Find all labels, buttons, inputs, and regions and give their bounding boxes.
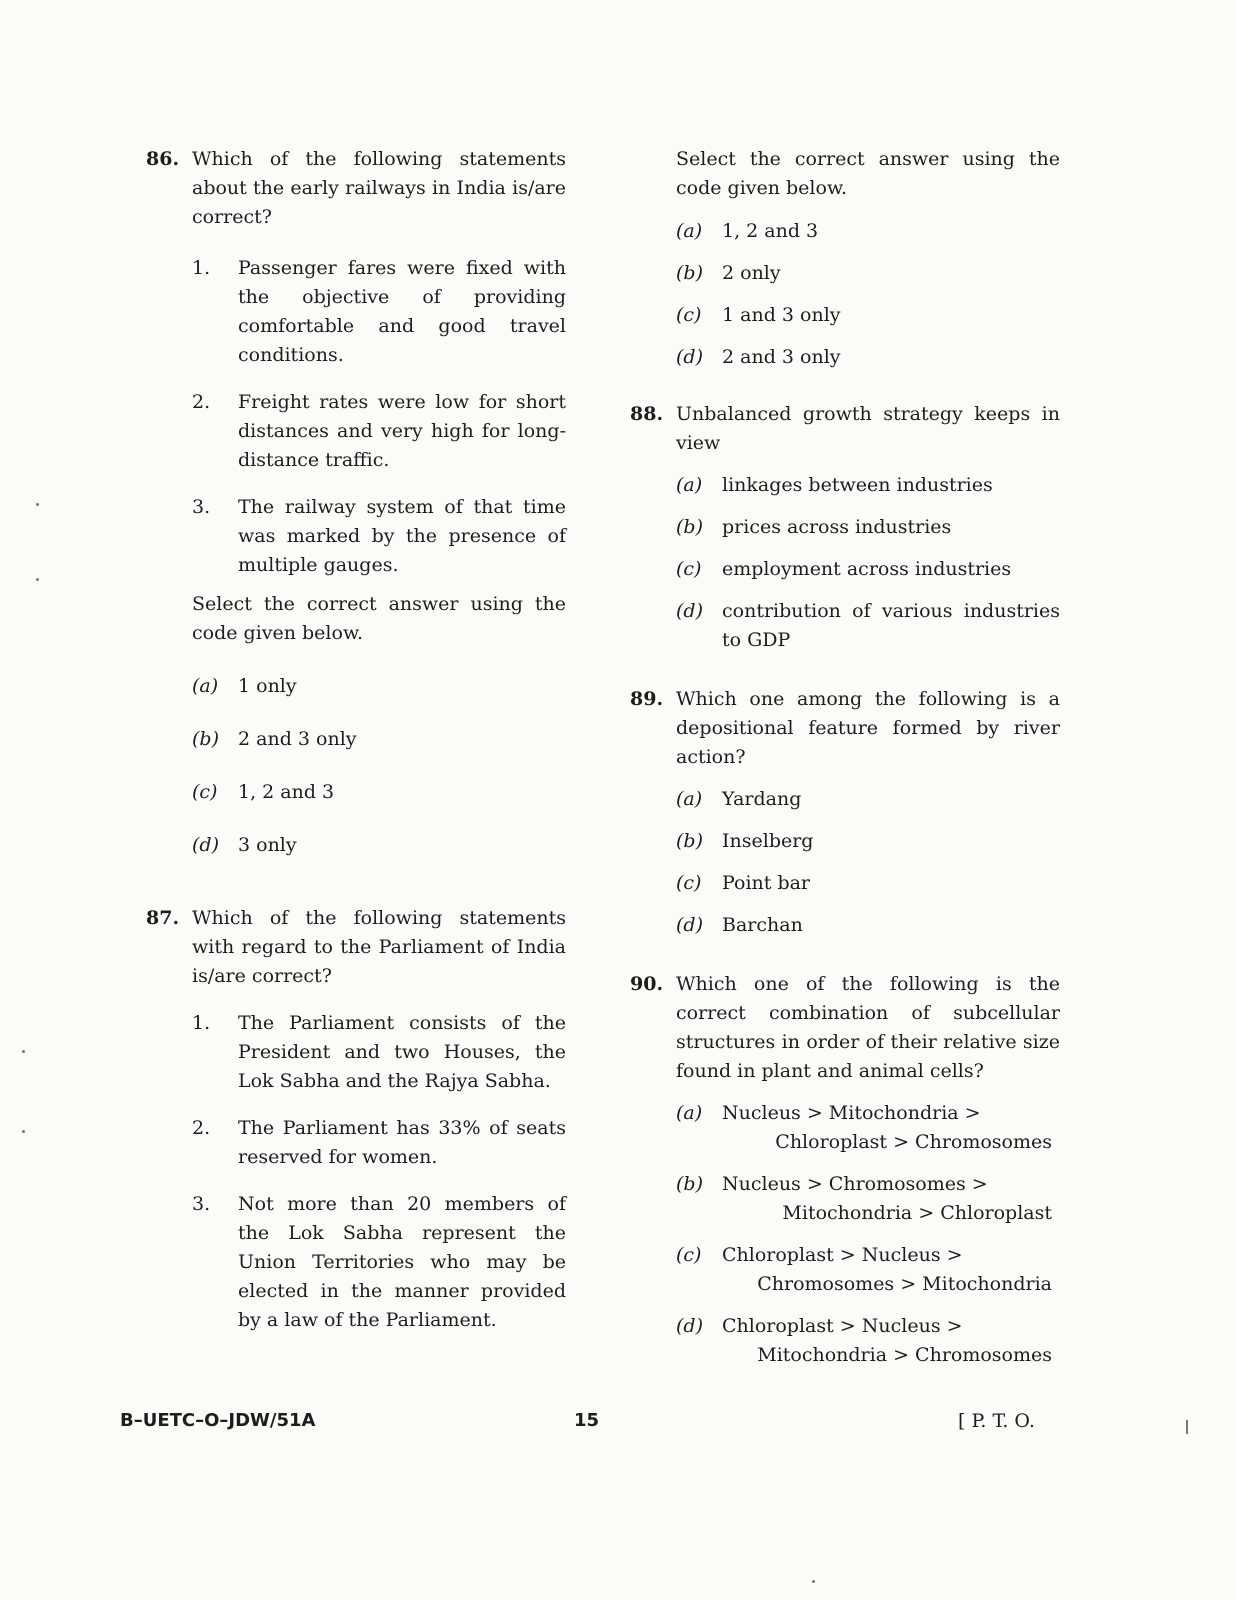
statement xyxy=(192,493,566,580)
option-a[interactable] xyxy=(676,217,1060,246)
question-87 xyxy=(146,904,566,1335)
statement xyxy=(192,1190,566,1335)
option-a[interactable] xyxy=(676,471,1060,500)
option-c[interactable] xyxy=(676,1241,1060,1299)
option-label: (d) xyxy=(676,914,703,936)
option-label: (a) xyxy=(676,474,703,496)
question-88 xyxy=(630,400,1060,655)
option-text-line2: Mitochondria > Chromosomes xyxy=(757,1344,1052,1366)
statement-number: 3. xyxy=(192,1193,211,1215)
option-text: linkages between industries xyxy=(722,474,993,496)
question-text: Which of the following statements about the early railways in India is/are correct? xyxy=(192,148,566,228)
option-text-line2: Chloroplast > Chromosomes xyxy=(775,1131,1052,1153)
question-number: 90. xyxy=(630,973,664,995)
instruction-text: Select the correct answer using the code given below. xyxy=(192,593,566,644)
option-text-line2: Mitochondria > Chloroplast xyxy=(782,1202,1052,1224)
statement-text: The Parliament consists of the President and two Houses, the Lok Sabha and the Rajya Sabha. xyxy=(238,1012,566,1092)
option-c[interactable] xyxy=(676,869,1060,898)
option-label: (b) xyxy=(192,728,219,750)
option-d[interactable] xyxy=(192,831,566,860)
scan-speck xyxy=(22,1050,25,1053)
option-text: Barchan xyxy=(722,914,803,936)
statement-number: 3. xyxy=(192,496,211,518)
option-text: Inselberg xyxy=(722,830,814,852)
scan-speck xyxy=(812,1580,815,1583)
left-column xyxy=(146,145,566,1361)
question-text: Unbalanced growth strategy keeps in view xyxy=(676,403,1060,454)
option-c[interactable] xyxy=(676,555,1060,584)
option-label: (d) xyxy=(676,346,703,368)
statement-number: 2. xyxy=(192,391,211,413)
option-text: employment across industries xyxy=(722,558,1012,580)
option-label: (b) xyxy=(676,1173,703,1195)
option-a[interactable] xyxy=(676,785,1060,814)
option-label: (b) xyxy=(676,830,703,852)
statement xyxy=(192,1114,566,1172)
option-text: contribution of various industries to GDP xyxy=(722,600,1060,651)
option-label: (c) xyxy=(676,1244,702,1266)
question-87-continued xyxy=(630,145,1060,372)
option-d[interactable] xyxy=(676,597,1060,655)
option-label: (c) xyxy=(676,304,702,326)
option-label: (d) xyxy=(676,1315,703,1337)
scan-speck xyxy=(1186,1420,1188,1434)
option-a[interactable] xyxy=(676,1099,1060,1157)
option-label: (a) xyxy=(676,220,703,242)
option-text: 1, 2 and 3 xyxy=(238,781,335,803)
option-d[interactable] xyxy=(676,911,1060,940)
statement-number: 1. xyxy=(192,1012,211,1034)
question-89 xyxy=(630,685,1060,940)
option-b[interactable] xyxy=(676,1170,1060,1228)
scan-speck xyxy=(22,1130,25,1133)
statement-text: Freight rates were low for short distances and very high for long-distance traffic. xyxy=(238,391,566,471)
option-text: 1 only xyxy=(238,675,297,697)
question-90 xyxy=(630,970,1060,1370)
statement-text: The Parliament has 33% of seats reserved for women. xyxy=(238,1117,566,1168)
option-label: (c) xyxy=(676,872,702,894)
option-label: (b) xyxy=(676,516,703,538)
option-b[interactable] xyxy=(676,827,1060,856)
option-b[interactable] xyxy=(192,725,566,754)
option-text-line1: Chloroplast > Nucleus > xyxy=(722,1315,963,1337)
option-label: (c) xyxy=(676,558,702,580)
booklet-code: B–UETC–O–JDW/51A xyxy=(120,1410,316,1431)
right-column xyxy=(630,145,1060,1396)
option-d[interactable] xyxy=(676,343,1060,372)
statement-text: Passenger fares were fixed with the objective of providing comfortable and good travel conditions. xyxy=(238,257,566,366)
statement xyxy=(192,254,566,370)
question-86 xyxy=(146,145,566,860)
option-label: (a) xyxy=(676,1102,703,1124)
question-number: 86. xyxy=(146,148,180,170)
option-c[interactable] xyxy=(192,778,566,807)
question-number: 89. xyxy=(630,688,664,710)
option-text: prices across industries xyxy=(722,516,952,538)
statement-text: The railway system of that time was marked by the presence of multiple gauges. xyxy=(238,496,566,576)
option-text: 2 and 3 only xyxy=(722,346,841,368)
option-text: Point bar xyxy=(722,872,811,894)
option-label: (d) xyxy=(676,600,703,622)
question-text: Which one of the following is the correct combination of subcellular structures in order of their relative size found in plant and animal cells? xyxy=(676,973,1060,1082)
option-text: 3 only xyxy=(238,834,297,856)
option-label: (c) xyxy=(192,781,218,803)
option-label: (a) xyxy=(192,675,219,697)
option-text: 2 only xyxy=(722,262,781,284)
scan-speck xyxy=(36,503,39,506)
option-c[interactable] xyxy=(676,301,1060,330)
statement xyxy=(192,1009,566,1096)
please-turn-over: [ P. T. O. xyxy=(958,1410,1035,1432)
option-text: 1 and 3 only xyxy=(722,304,841,326)
statement-text: Not more than 20 members of the Lok Sabha represent the Union Territories who may be elected in the manner provided by a law of the Parliament. xyxy=(238,1193,566,1331)
option-text-line1: Nucleus > Chromosomes > xyxy=(722,1173,988,1195)
instruction-text: Select the correct answer using the code given below. xyxy=(676,148,1060,199)
option-a[interactable] xyxy=(192,672,566,701)
question-number: 87. xyxy=(146,907,180,929)
question-text: Which of the following statements with regard to the Parliament of India is/are correct? xyxy=(192,907,566,987)
option-text-line1: Chloroplast > Nucleus > xyxy=(722,1244,963,1266)
option-d[interactable] xyxy=(676,1312,1060,1370)
option-label: (b) xyxy=(676,262,703,284)
statement-number: 1. xyxy=(192,257,211,279)
question-text: Which one among the following is a depositional feature formed by river action? xyxy=(676,688,1060,768)
option-text-line2: Chromosomes > Mitochondria xyxy=(757,1273,1052,1295)
question-number: 88. xyxy=(630,403,664,425)
option-text: Yardang xyxy=(722,788,802,810)
option-label: (a) xyxy=(676,788,703,810)
option-text: 1, 2 and 3 xyxy=(722,220,819,242)
statement xyxy=(192,388,566,475)
option-label: (d) xyxy=(192,834,219,856)
option-b[interactable] xyxy=(676,513,1060,542)
page-number: 15 xyxy=(574,1410,600,1431)
option-text-line1: Nucleus > Mitochondria > xyxy=(722,1102,981,1124)
scan-speck xyxy=(36,578,39,581)
option-text: 2 and 3 only xyxy=(238,728,357,750)
statement-number: 2. xyxy=(192,1117,211,1139)
option-b[interactable] xyxy=(676,259,1060,288)
